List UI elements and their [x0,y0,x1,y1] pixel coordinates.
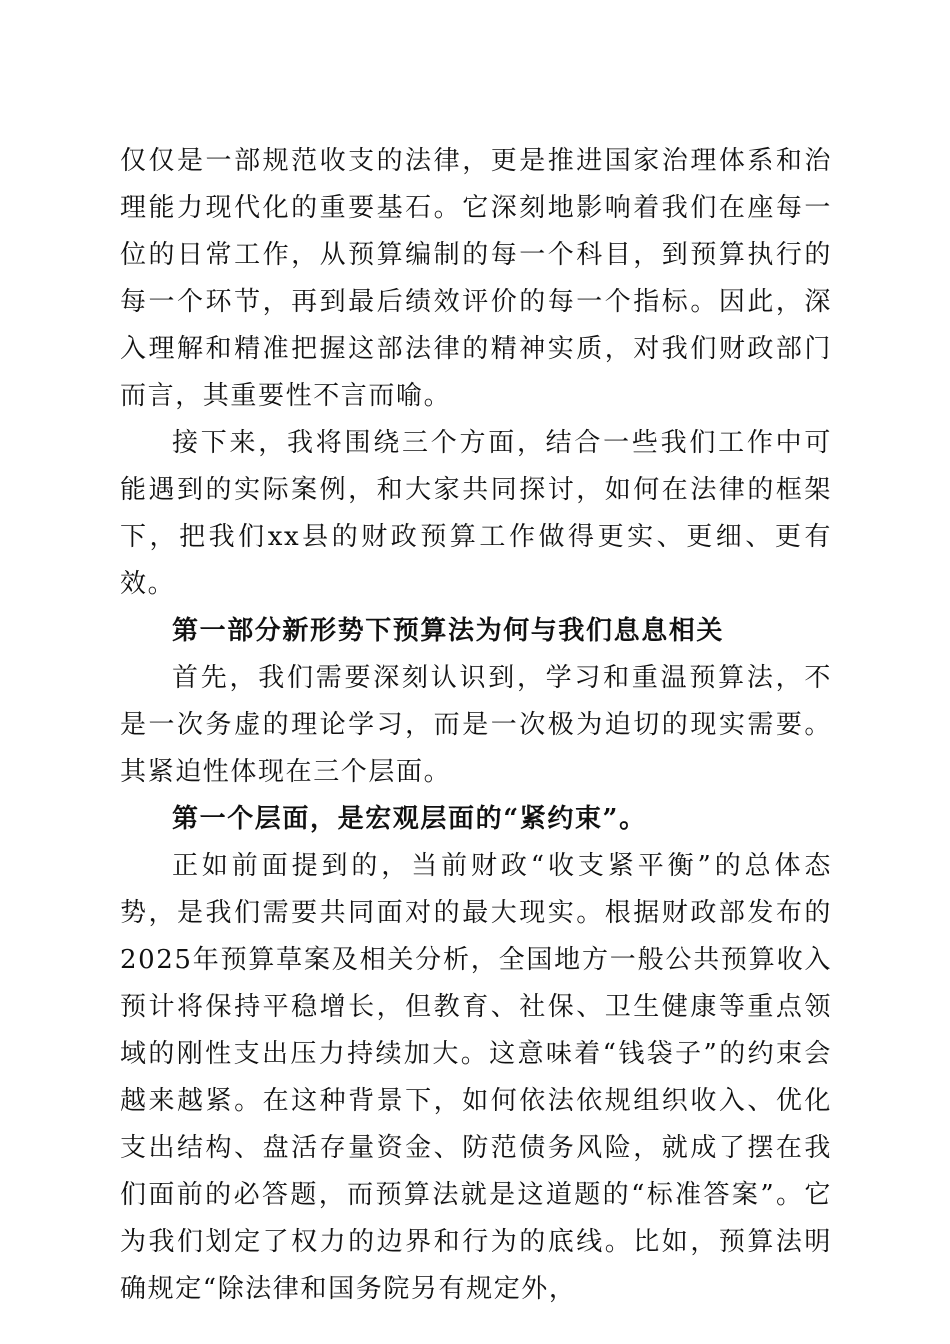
document-body [120,138,832,1313]
paragraph-urgency: 首先，我们需要深刻认识到，学习和重温预算法，不是一次务虚的理论学习，而是一次极为迫切的现实需要。其紧迫性体现在三个层面。 [120,663,832,787]
section-heading-part-one: 第一部分新形势下预算法为何与我们息息相关 [172,616,725,646]
subheading-first-level: 第一个层面，是宏观层面的“紧约束”。 [172,804,647,834]
paragraph-continuation: 仅仅是一部规范收支的法律，更是推进国家治理体系和治理能力现代化的重要基石。它深刻地影响着我们在座每一位的日常工作，从预算编制的每一个科目，到预算执行的每一个环节，再到最后绩效评价的每一个指标。因此，深入理解和精准把握这部法律的精神实质，对我们财政部门而言，其重要性不言而喻。 [120,146,832,411]
paragraph-fiscal-constraint: 正如前面提到的，当前财政“收支紧平衡”的总体态势，是我们需要共同面对的最大现实。根据财政部发布的2025年预算草案及相关分析，全国地方一般公共预算收入预计将保持平稳增长，但教育、社保、卫生健康等重点领域的刚性支出压力持续加大。这意味着“钱袋子”的约束会越来越紧。在这种背景下，如何依法依规组织收入、优化支出结构、盘活存量资金、防范债务风险，就成了摆在我们面前的必答题，而预算法就是这道题的“标准答案”。它为我们划定了权力的边界和行为的底线。比如，预算法明确规定“除法律和国务院另有规定外， [120,851,832,1304]
paragraph-intro-outline: 接下来，我将围绕三个方面，结合一些我们工作中可能遇到的实际案例，和大家共同探讨，如何在法律的框架下，把我们xx县的财政预算工作做得更实、更细、更有效。 [120,428,832,599]
